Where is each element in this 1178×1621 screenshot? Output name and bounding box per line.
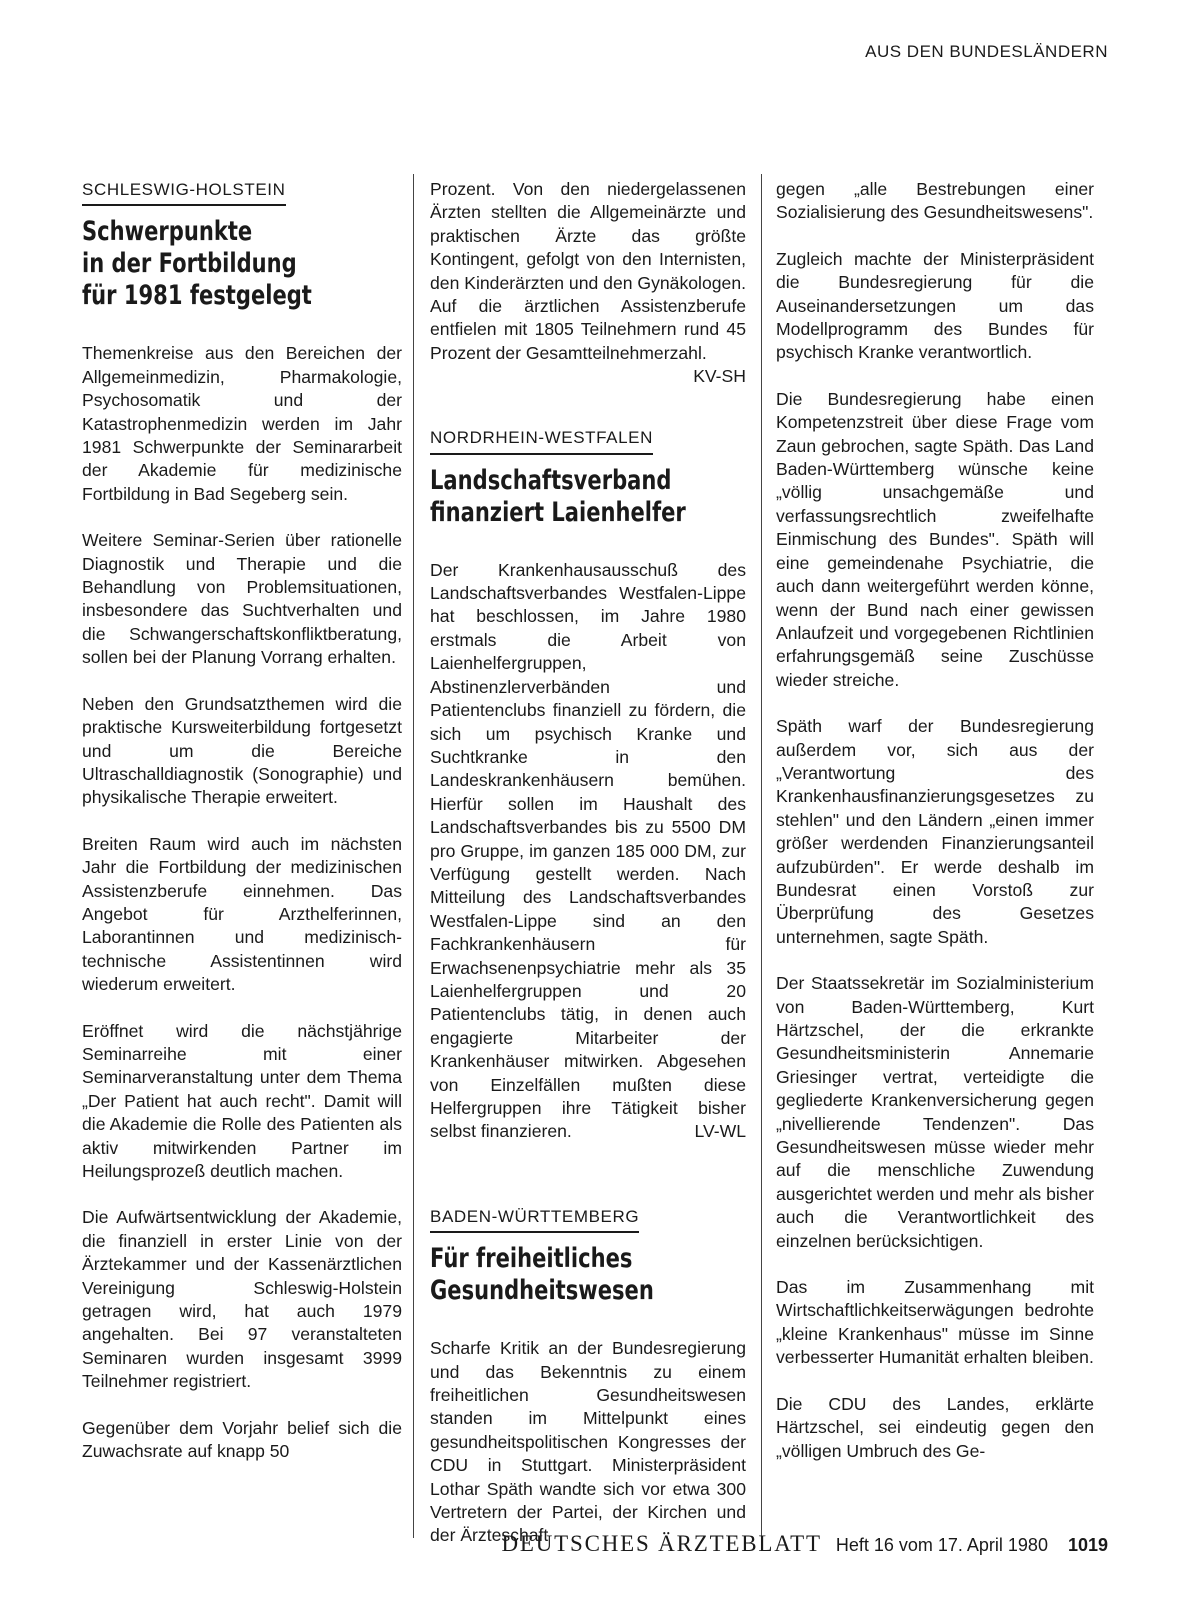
paragraph: Das im Zusammenhang mit Wirtschaftlichkeitserwägungen bedrohte „kleine Krankenhaus" müsse im Sinne verbesserter Humanität erhalten bleiben. [776,1277,1094,1368]
kicker-nordrhein-westfalen: NORDRHEIN-WESTFALEN [430,426,653,454]
paragraph: Breiten Raum wird auch im nächsten Jahr die Fortbildung der medizinischen Assistenzberufe einnehmen. Das Angebot für Arzthelferinnen, Laborantinnen und medizinisch-technische Assistentinnen wird wiederum erweitert. [82,833,402,995]
headline-line: Schwerpunkte [82,216,253,248]
headline-nordrhein-westfalen [430,464,686,529]
column-divider [413,174,414,1538]
headline-line: Für freiheitliches [430,1243,633,1275]
paragraph: Die CDU des Landes, erklärte Härtzschel, sei eindeutig gegen den „völligen Umbruch des Ge- [776,1393,1094,1461]
headline-line: Landschaftsverband [430,464,672,496]
headline-line: finanziert Laienhelfer [430,496,686,528]
column-2 [430,178,746,1571]
journal-name: DEUTSCHES ÄRZTEBLATT [501,1531,822,1556]
paragraph: Die Aufwärtsentwicklung der Akademie, die finanziell in erster Linie von der Ärztekammer und der Kassenärztlichen Vereinigung Schleswig-Holstein getragen wird, hat auch 1979 angehalten. Bei 97 veranstalteten Seminaren wurden insgesamt 3999 Teilnehmer registriert. [82,1207,402,1392]
headline-schleswig-holstein [82,216,332,312]
page-number: 1019 [1067,1535,1108,1555]
signature-lv-wl: LV-WL [694,1121,746,1142]
paragraph: Gegenüber dem Vorjahr belief sich die Zuwachsrate auf knapp 50 [82,1417,402,1462]
signature-kv-sh: KV-SH [693,366,746,387]
paragraph: Scharfe Kritik an der Bundesregierung und das Bekenntnis zu einem freiheitlichen Gesundheitswesen standen im Mittelpunkt eines gesundheitspolitischen Kongresses der CDU in Stuttgart. Ministerpräsident Lothar Späth wandte sich vor etwa 300 Vertretern der Partei, der Kirchen und der Ärzteschaft [430,1338,746,1546]
paragraph: Themenkreise aus den Bereichen der Allgemeinmedizin, Pharmakologie, Psychosomatik und der Katastrophenmedizin werden im Jahr 1981 Schwerpunkte der Seminararbeit der Akademie für medizinische Fortbildung in Bad Segeberg sein. [82,343,402,504]
headline-line: in der Fortbildung [82,248,297,280]
paragraph: Neben den Grundsatzthemen wird die praktische Kursweiterbildung fortgesetzt und um die Bereiche Ultraschalldiagnostik (Sonographie) und physikalische Therapie erweitert. [82,693,402,808]
column-3 [776,178,1094,1486]
column-divider [761,174,762,1538]
headline-baden-wuerttemberg [430,1243,676,1307]
paragraph [430,178,746,387]
headline-line: Gesundheitswesen [430,1275,654,1307]
issue-info: Heft 16 vom 17. April 1980 [835,1535,1048,1555]
paragraph-text: Prozent. Von den niedergelassenen Ärzten stellten die Allgemeinärzte und praktischen Ärzte das größte Kontingent, gefolgt von den Internisten, den Kinderärzten und den Gynäkologen. Auf die ärztlichen Assistenzberufe entfielen mit 1805 Teilnehmern rund 45 Prozent der Gesamtteilnehmerzahl. [430,179,746,363]
page-footer [502,1531,1108,1557]
section-header: AUS DEN BUNDESLÄNDERN [865,42,1108,61]
kicker-baden-wuerttemberg: BADEN-WÜRTTEMBERG [430,1205,639,1233]
paragraph-text: Der Krankenhausausschuß des Landschaftsverbandes Westfalen-Lippe hat beschlossen, im Jahre 1980 erstmals die Arbeit von Laienhelfergruppen, Abstinenzlerverbänden und Patientenclubs finanziell zu fördern, die sich um psychisch Kranke und Suchtkranke in den Landeskrankenhäusern bemühen. Hierfür sollen im Haushalt des Landschaftsverbandes bis zu 5500 DM pro Gruppe, im ganzen 185 000 DM, zur Verfügung gestellt werden. Nach Mitteilung des Landschaftsverbandes Westfalen-Lippe sind an den Fachkrankenhäusern für Erwachsenenpsychiatrie mehr als 35 Laienhelfergruppen und 20 Patientenclubs tätig, in denen auch engagierte Mitarbeiter der Krankenhäuser mitwirken. Abgesehen von Einzelfällen mußten diese Helfergruppen ihre Tätigkeit bisher selbst finanzieren. [430,559,746,1142]
paragraph: Zugleich machte der Ministerpräsident die Bundesregierung für die Auseinandersetzungen um das Modellprogramm des Bundes für psychisch Kranke verantwortlich. [776,248,1094,363]
column-1 [82,178,402,1486]
headline-line: für 1981 festgelegt [82,280,312,312]
paragraph: Eröffnet wird die nächstjährige Seminarreihe mit einer Seminarveranstaltung unter dem Thema „Der Patient hat auch recht". Damit will die Akademie die Rolle des Patienten als aktiv mitwirkenden Partner im Heilungsprozeß deutlich machen. [82,1020,402,1181]
paragraph: Der Staatssekretär im Sozialministerium von Baden-Württemberg, Kurt Härtzschel, der die erkrankte Gesundheitsministerin Annemarie Griesinger vertrat, verteidigte die gegliederte Krankenversicherung gegen „nivellierende Tendenzen". Das Gesundheitswesen müsse wieder mehr auf die menschliche Zuwendung ausgerichtet werden und mehr als bisher auch die Verantwortlichkeit des einzelnen berücksichtigen. [776,973,1094,1251]
paragraph [430,559,746,1144]
paragraph: Die Bundesregierung habe einen Kompetenzstreit über diese Frage vom Zaun gebrochen, sagte Späth. Das Land Baden-Württemberg wünsche keine „völlig unsachgemäße und verfassungsrechtlich zweifelhafte Einmischung des Bundes". Späth will eine gemeindenahe Psychiatrie, die auch dann weitergeführt werden könne, wenn der Bund nach einer gewissen Anlaufzeit und vorgegebenen Richtlinien erfahrungsgemäß seine Zuschüsse wieder streiche. [776,388,1094,690]
paragraph: gegen „alle Bestrebungen einer Sozialisierung des Gesundheitswesens". [776,179,1094,223]
paragraph: Späth warf der Bundesregierung außerdem vor, sich aus der „Verantwortung des Krankenhausfinanzierungsgesetzes zu stehlen" und den Ländern „einen immer größer werdenden Finanzierungsanteil aufzubürden". Er werde deshalb im Bundesrat einen Vorstoß zur Überprüfung des Gesetzes unternehmen, sagte Späth. [776,716,1094,947]
kicker-schleswig-holstein: SCHLESWIG-HOLSTEIN [82,178,286,206]
paragraph: Weitere Seminar-Serien über rationelle Diagnostik und Therapie und die Behandlung von Problemsituationen, insbesondere das Suchtverhalten und die Schwangerschaftskonfliktberatung, sollen bei der Planung Vorrang erhalten. [82,530,402,668]
